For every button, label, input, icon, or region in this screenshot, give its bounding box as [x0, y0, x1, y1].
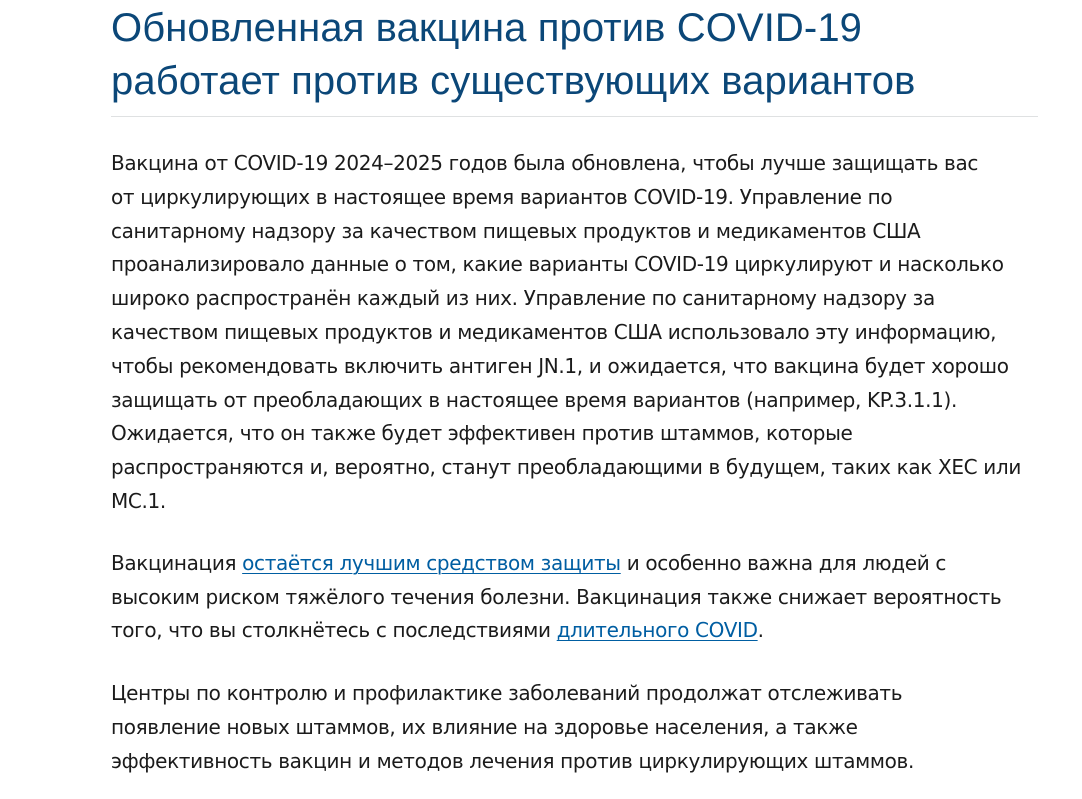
paragraph-line: качеством пищевых продуктов и медикаментов США использовало эту информацию, [111, 319, 997, 344]
paragraph-line: широко распространён каждый из них. Управление по санитарному надзору за [111, 286, 935, 311]
paragraph-vaccine-update [111, 147, 1038, 519]
paragraph-line: санитарному надзору за качеством пищевых продуктов и медикаментов США [111, 218, 921, 243]
paragraph-text: того, что вы столкнётесь с последствиями [111, 618, 557, 643]
paragraph-cdc-monitoring [111, 677, 1038, 778]
paragraph-line: чтобы рекомендовать включить антиген JN.1, и ожидается, что вакцина будет хорошо [111, 353, 1009, 378]
paragraph-line: MC.1. [111, 488, 166, 513]
page-title-line-1: Обновленная вакцина против COVID-19 [111, 6, 863, 50]
paragraph-text: и особенно важна для людей с [620, 550, 947, 575]
paragraph-line: распространяются и, вероятно, станут преобладающими в будущем, таких как XEC или [111, 455, 1021, 480]
paragraph-line: Центры по контролю и профилактике заболеваний продолжат отслеживать [111, 681, 903, 706]
page-title [111, 0, 1038, 108]
paragraph-vaccination-importance [111, 547, 1038, 648]
paragraph-line: Ожидается, что он также будет эффективен против штаммов, которые [111, 421, 853, 446]
paragraph-line: защищать от преобладающих в настоящее время вариантов (например, KP.3.1.1). [111, 387, 957, 412]
paragraph-line: от циркулирующих в настоящее время вариантов COVID-19. Управление по [111, 184, 893, 209]
paragraph-text: . [757, 618, 764, 643]
paragraph-line: проанализировало данные о том, какие варианты COVID-19 циркулируют и насколько [111, 252, 1004, 277]
paragraph-line: появление новых штаммов, их влияние на здоровье населения, а также [111, 714, 858, 739]
page-title-line-2: работает против существующих вариантов [111, 59, 916, 103]
paragraph-line: высоким риском тяжёлого течения болезни. Вакцинация также снижает вероятность [111, 584, 1002, 609]
paragraph-line: Вакцина от COVID-19 2024–2025 годов была обновлена, чтобы лучше защищать вас [111, 151, 979, 175]
title-divider [111, 116, 1038, 117]
paragraph-line: эффективность вакцин и методов лечения против циркулирующих штаммов. [111, 748, 914, 773]
paragraph-text: Вакцинация [111, 550, 243, 575]
long-covid-link[interactable]: длительного COVID [556, 618, 758, 643]
article-content [111, 0, 1038, 779]
best-protection-link[interactable]: остаётся лучшим средством защиты [242, 550, 621, 575]
